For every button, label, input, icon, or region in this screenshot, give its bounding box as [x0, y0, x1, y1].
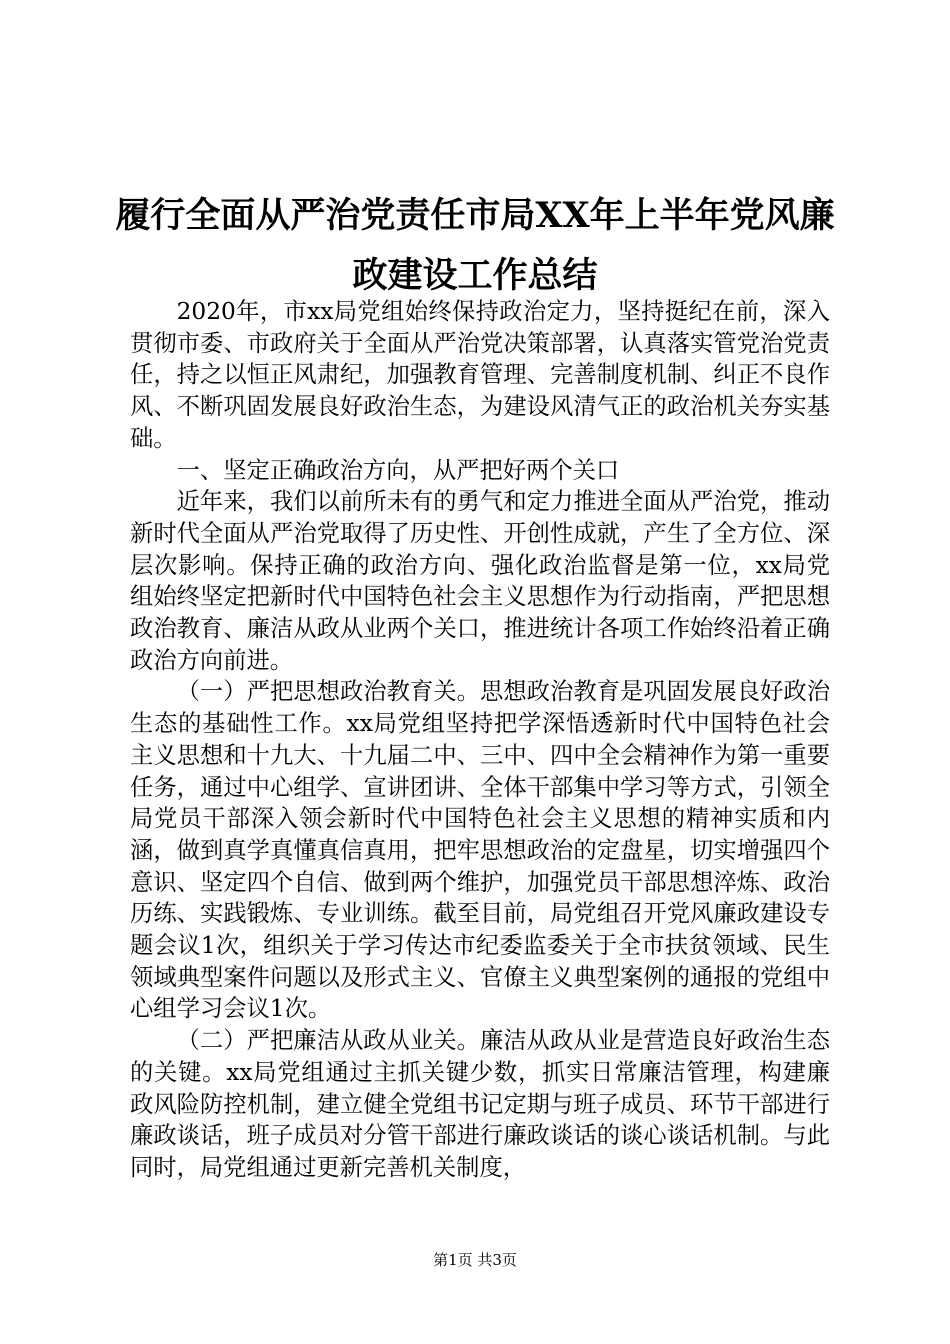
paragraph-subsection-1: （一）严把思想政治教育关。思想政治教育是巩固发展良好政治生态的基础性工作。xx局党组坚持把学深悟透新时代中国特色社会主义思想和十九大、十九届二中、三中、四中全会精神作为第一重要任务，通过中心组学、宣讲团讲、全体干部集中学习等方式，引领全局党员干部深入领会新时代中国特色社会主义思想的精神实质和内涵，做到真学真懂真信真用，把牢思想政治的定盘星，切实增强四个意识、坚定四个自信、做到两个维护，加强党员干部思想淬炼、政治历练、实践锻炼、专业训练。截至目前，局党组召开党风廉政建设专题会议1次，组织关于学习传达市纪委监委关于全市扶贫领域、民生领域典型案件问题以及形式主义、官僚主义典型案例的通报的党组中心组学习会议1次。 — [130, 678, 830, 1023]
document-body — [130, 296, 830, 1184]
section-heading-1: 一、坚定正确政治方向，从严把好两个关口 — [176, 456, 620, 484]
paragraph-subsection-2: （二）严把廉洁从政从业关。廉洁从政从业是营造良好政治生态的关键。xx局党组通过主抓关键少数，抓实日常廉洁管理，构建廉政风险防控机制，建立健全党组书记定期与班子成员、环节干部进行廉政谈话，班子成员对分管干部进行廉政谈话的谈心谈话机制。与此同时，局党组通过更新完善机关制度， — [130, 1027, 830, 1181]
page-footer: 第1页 共3页 — [433, 1251, 517, 1269]
paragraph-intro: 2020年，市xx局党组始终保持政治定力，坚持挺纪在前，深入贯彻市委、市政府关于全面从严治党决策部署，认真落实管党治党责任，持之以恒正风肃纪，加强教育管理、完善制度机制、纠正不良作风、不断巩固发展良好政治生态，为建设风清气正的政治机关夯实基础。 — [130, 298, 830, 452]
document-title: 履行全面从严治党责任市局XX年上半年党风廉政建设工作总结 — [115, 195, 835, 296]
paragraph-section-1: 近年来，我们以前所未有的勇气和定力推进全面从严治党，推动新时代全面从严治党取得了历史性、开创性成就，产生了全方位、深层次影响。保持正确的政治方向、强化政治监督是第一位，xx局党组始终坚定把新时代中国特色社会主义思想作为行动指南，严把思想政治教育、廉洁从政从业两个关口，推进统计各项工作始终沿着正确政治方向前进。 — [130, 488, 830, 674]
